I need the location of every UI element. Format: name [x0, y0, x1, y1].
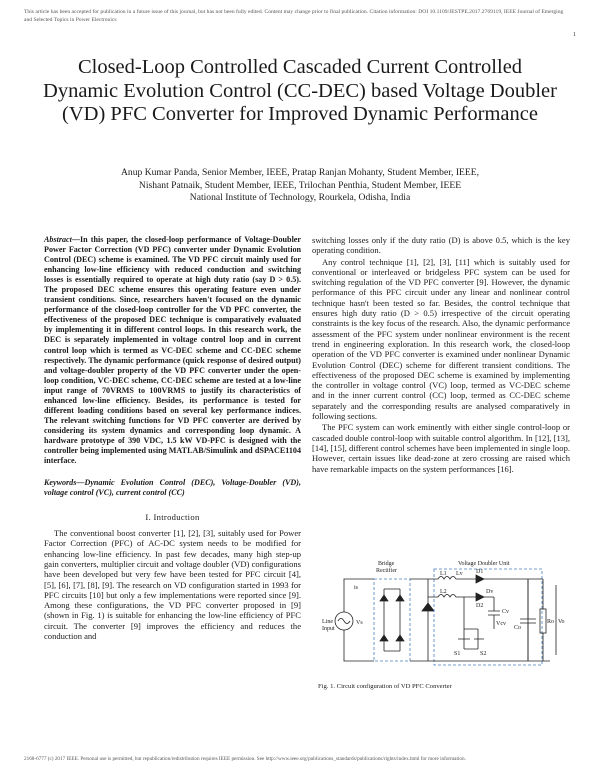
left-column — [44, 235, 301, 641]
intro-paragraph-3: Any control technique [1], [2], [3], [11] which is suitably used for conventional or interleaved or bridgeless PFC system can be used for switching regulation of the VD PFC converter [9]. However, the dynamic performance of this PFC circuit under any linear and nonlinear control technique hasn't been tested so far. Besides, the control technique that ensures high duty ratio (D > 0.5) irrespective of the circuit operating constraints is the key focus of the research. Also, the dynamic performance assessment of the PFC system under nonlinear environment is the recent trend in engineering exploration. In this research work, the closed-loop operation of the VD PFC converter is examined under nonlinear Dynamic Evolution Control (DEC) scheme for different transient conditions. The effectiveness of the proposed DEC scheme is examined by implementing the controller in voltage control (VC) loop, termed as VC-DEC scheme and in the inner current control (CC) loop, termed as CC-DEC scheme separately and the corresponding results are analysed comparatively in following sections. — [312, 256, 570, 422]
abstract-lead: Abstract — [44, 235, 72, 244]
journal-notice: This article has been accepted for publication in a future issue of this journal, but has not been fully edited. Content may change prior to final publication. Citation information: DOI 10.1109/JESTPE.2017.2769119, IEEE Journal of Emerging and Selected Topics in Power Electronics — [24, 9, 564, 23]
label-vo: Vo — [558, 619, 565, 625]
section-heading-introduction: I. Introduction — [145, 512, 200, 523]
abstract — [44, 235, 301, 466]
label-d1: D1 — [476, 569, 484, 575]
author-line-2: Nishant Patnaik, Student Member, IEEE, Trilochan Penthia, Student Member, IEEE — [138, 179, 462, 191]
author-line-1: Anup Kumar Panda, Senior Member, IEEE, Pratap Ranjan Mohanty, Student Member, IEEE, — [120, 167, 480, 178]
voltage-doubler-box — [434, 569, 542, 665]
label-rectifier: Rectifier — [376, 568, 397, 574]
figure-caption: Fig. 1. Circuit configuration of VD PFC Converter — [318, 683, 452, 690]
label-dv: Dv — [486, 589, 494, 595]
intro-paragraph-2: switching losses only if the duty ratio (D) is above 0.5, which is the key operating condition. — [312, 235, 570, 256]
intro-paragraph-4: The PFC system can work eminently with either single control-loop or cascaded double control-loop with suitable control algorithm. In [12], [13], [14], [15], different control schemes have been implemented in single loop. However, certain issues like dead-zone at zero crossing are raised which have remarkable impacts on the system performances [16]. — [312, 422, 570, 474]
label-co: Co — [514, 625, 522, 631]
keywords: Keywords—Dynamic Evolution Control (DEC), Voltage-Doubler (VD), voltage control (VC), current control (CC) — [44, 478, 301, 498]
label-l2: L2 — [440, 589, 447, 595]
label-l1: L1 — [440, 571, 447, 577]
label-bridge: Bridge — [378, 561, 395, 567]
page-number: 1 — [573, 32, 576, 38]
author-block — [40, 167, 560, 205]
label-input: Input — [322, 626, 335, 632]
figure-circuit — [318, 549, 568, 674]
label-d2: D2 — [476, 603, 484, 609]
copyright-footer: 2168-6777 (c) 2017 IEEE. Personal use is permitted, but republication/redistribution requires IEEE permission. See http://www.ieee.org/publications_standards/publications/rights/index.html for more information. — [24, 756, 466, 762]
circuit-diagram — [318, 549, 568, 674]
label-lv: Lv — [456, 571, 463, 577]
label-vd-unit: Voltage Doubler Unit — [458, 561, 510, 567]
intro-paragraph-1: The conventional boost converter [1], [2], [3], suitably used for Power Factor Correction (PFC) of AC-DC system needs to be modified for enhancing low-line efficiency. In past few decades, many high step-up gain converters, multiplier circuit and voltage doubler (VD) configurations have been developed but very few have been tested for PFC circuit [4], [5], [6], [7], [8], [9]. The research on VD configuration started in 1993 for PFC circuits [10] but only a few implementations were reported since [9]. Among these configurations, the VD PFC converter proposed in [9] (shown in Fig. 1) is suitable for enhancing the low-line efficiency of PFC circuit. The converter [9] improves the efficiency and reduces the conduction and — [44, 528, 301, 642]
abstract-text: —In this paper, the closed-loop performance of Voltage-Doubler Power Factor Correction (VD PFC) converter under Dynamic Evolution Control (DEC) scheme is examined. The VD PFC circuit mainly used for enhancing low-line efficiency with reduced conduction and switching losses is essentially required to operate at high duty ratio (say D > 0.5). The proposed DEC scheme ensures this operating feature even under transient conditions. Since, researchers haven't focused on the dynamic performance of the closed-loop controller for the VD PFC converter, the effectiveness of the proposed DEC technique is comparatively evaluated by implementing it in different control loops. In this research work, the DEC is separately implemented in voltage control loop and in current control loop which is termed as VC-DEC scheme and CC-DEC scheme respectively. The dynamic performance (quick response of desired output) and voltage-doubler property of the VD PFC converter under the open-loop condition, VC-DEC scheme, CC-DEC scheme are tested at a low-line input range of 70VRMS to 100VRMS to justify its characteristics of enhanced low-line efficiency. Besides, its performance is tested for different loading conditions based on several key performance indices. The relevant switching functions for VD PFC converter are derived by considering its system dynamics and corresponding loop dynamic. A hardware prototype of 390 VDC, 1.5 kW VD-PFC is designed with the controller being implemented using MATLAB/Simulink and dSPACE1104 interface. — [44, 235, 301, 466]
label-vs: Vs — [356, 620, 363, 626]
label-s2: S2 — [480, 651, 487, 657]
label-cv: Cv — [502, 609, 510, 615]
bridge-rectifier-box — [374, 579, 410, 661]
label-line: Line — [322, 619, 333, 625]
label-s1: S1 — [454, 651, 461, 657]
label-ro: Ro — [547, 619, 555, 625]
label-vcv: Vcv — [496, 621, 506, 627]
label-is: is — [354, 585, 359, 591]
paper-title: Closed-Loop Controlled Cascaded Current Controlled Dynamic Evolution Control (CC-DEC) based Voltage Doubler (VD) PFC Converter for Improved Dynamic Performance — [43, 56, 557, 125]
affiliation: National Institute of Technology, Rourkela, Odisha, India — [189, 192, 411, 203]
right-column — [312, 235, 570, 474]
